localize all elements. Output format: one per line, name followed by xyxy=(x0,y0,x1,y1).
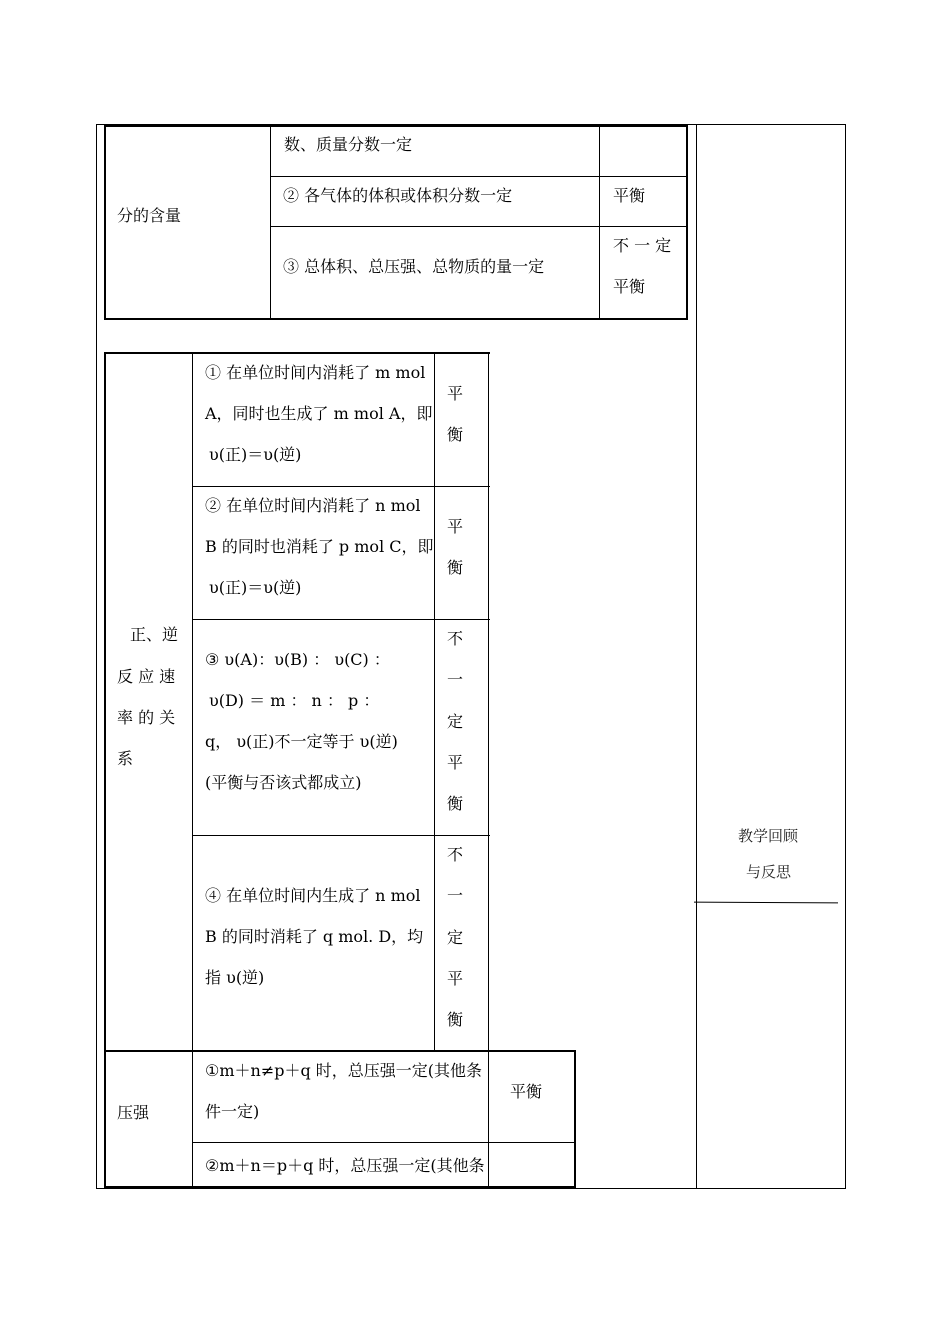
table2-row1-line3: υ(正)＝υ(逆) xyxy=(209,445,302,464)
table3-row-header: 压强 xyxy=(117,1103,150,1122)
table1-row-header: 分的含量 xyxy=(117,206,182,225)
table2-row1-line2: A，同时也生成了 m mol A，即 xyxy=(205,404,433,423)
table2-row4-result-3: 定 xyxy=(447,928,464,947)
table2-header-line3: 率 的 关 xyxy=(117,708,176,727)
table2-row3-result-5: 衡 xyxy=(447,794,464,813)
sidebar-label-line2: 与反思 xyxy=(746,863,792,881)
table2-row3-line3: q， υ(正)不一定等于 υ(逆) xyxy=(205,732,398,751)
table3-row1-line2: 件一定) xyxy=(205,1102,260,1121)
table2-row4-result-1: 不 xyxy=(447,845,464,864)
table3-row1-line1: ①m＋n≠p＋q 时，总压强一定(其他条 xyxy=(205,1061,483,1080)
table2-row2-line3: υ(正)＝υ(逆) xyxy=(209,578,302,597)
table2-row3-result-4: 平 xyxy=(447,753,464,772)
table2-row4-line3: 指 υ(逆) xyxy=(205,968,265,987)
table2-row2-line1: ② 在单位时间内消耗了 n mol xyxy=(205,496,421,515)
table1-row3-result-line2: 平衡 xyxy=(613,277,646,296)
table2-row4-result-4: 平 xyxy=(447,969,464,988)
table2-row3-result-3: 定 xyxy=(447,712,464,731)
sidebar-divider xyxy=(696,124,697,1189)
table3-row1-result: 平衡 xyxy=(510,1082,543,1101)
table1-row3-result-line1: 不 一 定 xyxy=(613,236,672,255)
sidebar-label-line1: 教学回顾 xyxy=(738,827,799,845)
table2-row2-result-2: 衡 xyxy=(447,558,464,577)
table1-row1-condition: 数、质量分数一定 xyxy=(284,135,413,154)
table2-row1-line1: ① 在单位时间内消耗了 m mol xyxy=(205,363,426,382)
table2-header-line2: 反 应 速 xyxy=(117,667,176,686)
table2-row3-line1: ③ υ(A)：υ(B) ： υ(C) ： xyxy=(205,650,390,669)
table2-row3-line2: υ(D) ＝ m ： n ： p ： xyxy=(209,691,380,710)
table1-row3-condition: ③ 总体积、总压强、总物质的量一定 xyxy=(283,257,545,276)
table1-row2-result: 平衡 xyxy=(613,186,646,205)
table2-row2-line2: B 的同时也消耗了 p mol C，即 xyxy=(205,537,434,556)
table2-row1-result-2: 衡 xyxy=(447,425,464,444)
table2-row1-result-1: 平 xyxy=(447,384,464,403)
table2-row4-line2: B 的同时消耗了 q mol. D，均 xyxy=(205,927,424,946)
table2-row4-result-5: 衡 xyxy=(447,1010,464,1029)
table3-row2-line1: ②m＋n＝p＋q 时，总压强一定(其他条 xyxy=(205,1156,485,1175)
table2-row4-result-2: 一 xyxy=(447,886,464,905)
table2-row3-result-1: 不 xyxy=(447,629,464,648)
table2-row3-line4: (平衡与否该式都成立) xyxy=(205,773,362,792)
table2-header-line1: 正、逆 xyxy=(130,625,179,644)
table2-row2-result-1: 平 xyxy=(447,517,464,536)
table2-row3-result-2: 一 xyxy=(447,670,464,689)
table2-header-line4: 系 xyxy=(117,749,134,768)
table2-row4-line1: ④ 在单位时间内生成了 n mol xyxy=(205,886,421,905)
table1-row2-condition: ② 各气体的体积或体积分数一定 xyxy=(283,186,513,205)
